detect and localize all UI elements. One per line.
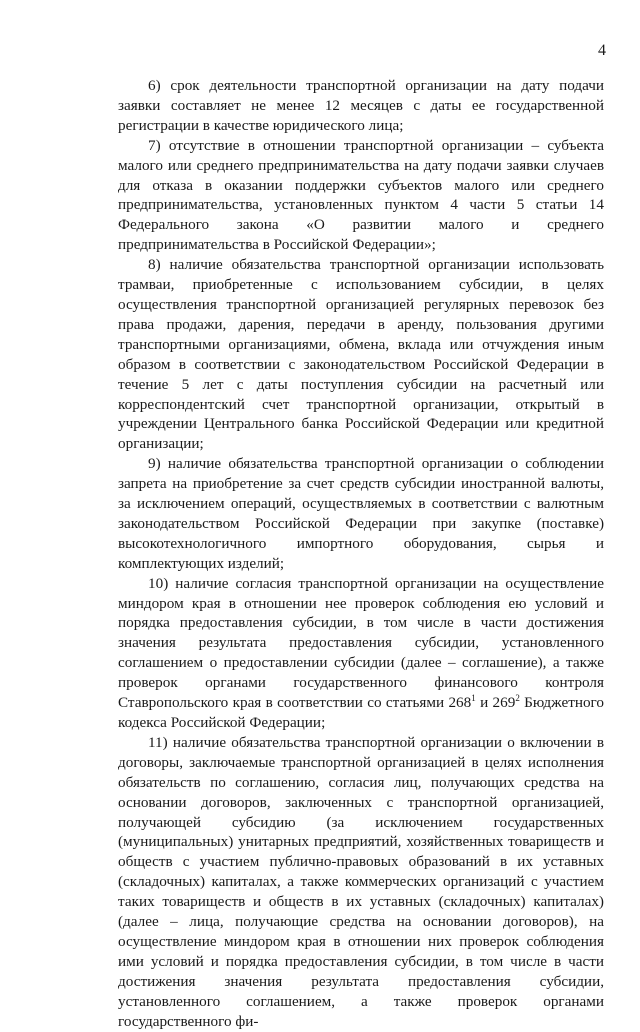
paragraph-10-text-before: 10) наличие согласия транспортной организации на осуществление миндором края в отношении нее проверок соблюдения ею условий и порядка предоставления субсидии, в том числе в части достижения значения результата предоставления субсидии, установленного соглашением о предоставлении субсидии (далее – соглашение), а также проверок органами государственного финансового контроля Ставропольского края в соответствии со статьями 268 [118,574,604,712]
paragraph-7: 7) отсутствие в отношении транспортной организации – субъекта малого или среднего предпринимательства на дату подачи заявки случаев для отказа в оказании поддержки субъектов малого или среднего предпринимательства, установленных пунктом 4 части 5 статьи 14 Федерального закона «О развитии малого и среднего предпринимательства в Российской Федерации»; [118,136,604,254]
paragraph-10-text-after: Бюджетного кодекса Российской Федерации; [118,694,604,731]
article-269-superscript: 2 [515,693,520,704]
paragraph-6: 6) срок деятельности транспортной организации на дату подачи заявки составляет не менее 12 месяцев с даты ее государственной регистрации в качестве юридического лица; [118,77,604,134]
page-number: 4 [598,42,606,59]
article-268-superscript: 1 [471,693,476,704]
paragraph-11: 11) наличие обязательства транспортной организации о включении в договоры, заключаемые транспортной организацией в целях исполнения обязательств по соглашению, согласия лиц, получающих средства на основании договоров, заключенных с транспортной организацией, получающей субсидию (за исключением государственных (муниципальных) унитарных предприятий, хозяйственных товариществ и обществ с участием публично-правовых образований в их уставных (складочных) капиталах, а также коммерческих организаций с участием таких товариществ и обществ в их уставных (складочных) капиталах) (далее – лица, получающие средства на основании договоров), на осуществление миндором края в отношении них проверок соблюдения ими условий и порядка предоставления субсидии, в том числе в части достижения значения результата предоставления субсидии, установленного соглашением, а также проверок органами государственного фи- [118,733,604,1030]
paragraph-10-text-middle: и 269 [475,694,516,712]
paragraph-8: 8) наличие обязательства транспортной организации использовать трамваи, приобретенные с использованием субсидии, в целях осуществления транспортной организацией регулярных перевозок без права продажи, дарения, передачи в аренду, пользования другими транспортными организациями, обмена, вклада или отчуждения иным образом в соответствии с законодательством Российской Федерации в течение 5 лет с даты поступления субсидии на расчетный или корреспондентский счет транспортной организации, открытый в учреждении Центрального банка Российской Федерации или кредитной организации; [118,256,604,453]
document-body [118,76,604,1032]
paragraph-10 [118,574,604,733]
paragraph-9: 9) наличие обязательства транспортной организации о соблюдении запрета на приобретение за счет средств субсидии иностранной валюты, за исключением операций, осуществляемых в соответствии с валютным законодательством Российской Федерации при закупке (поставке) высокотехнологичного импортного оборудования, сырья и комплектующих изделий; [118,455,604,572]
